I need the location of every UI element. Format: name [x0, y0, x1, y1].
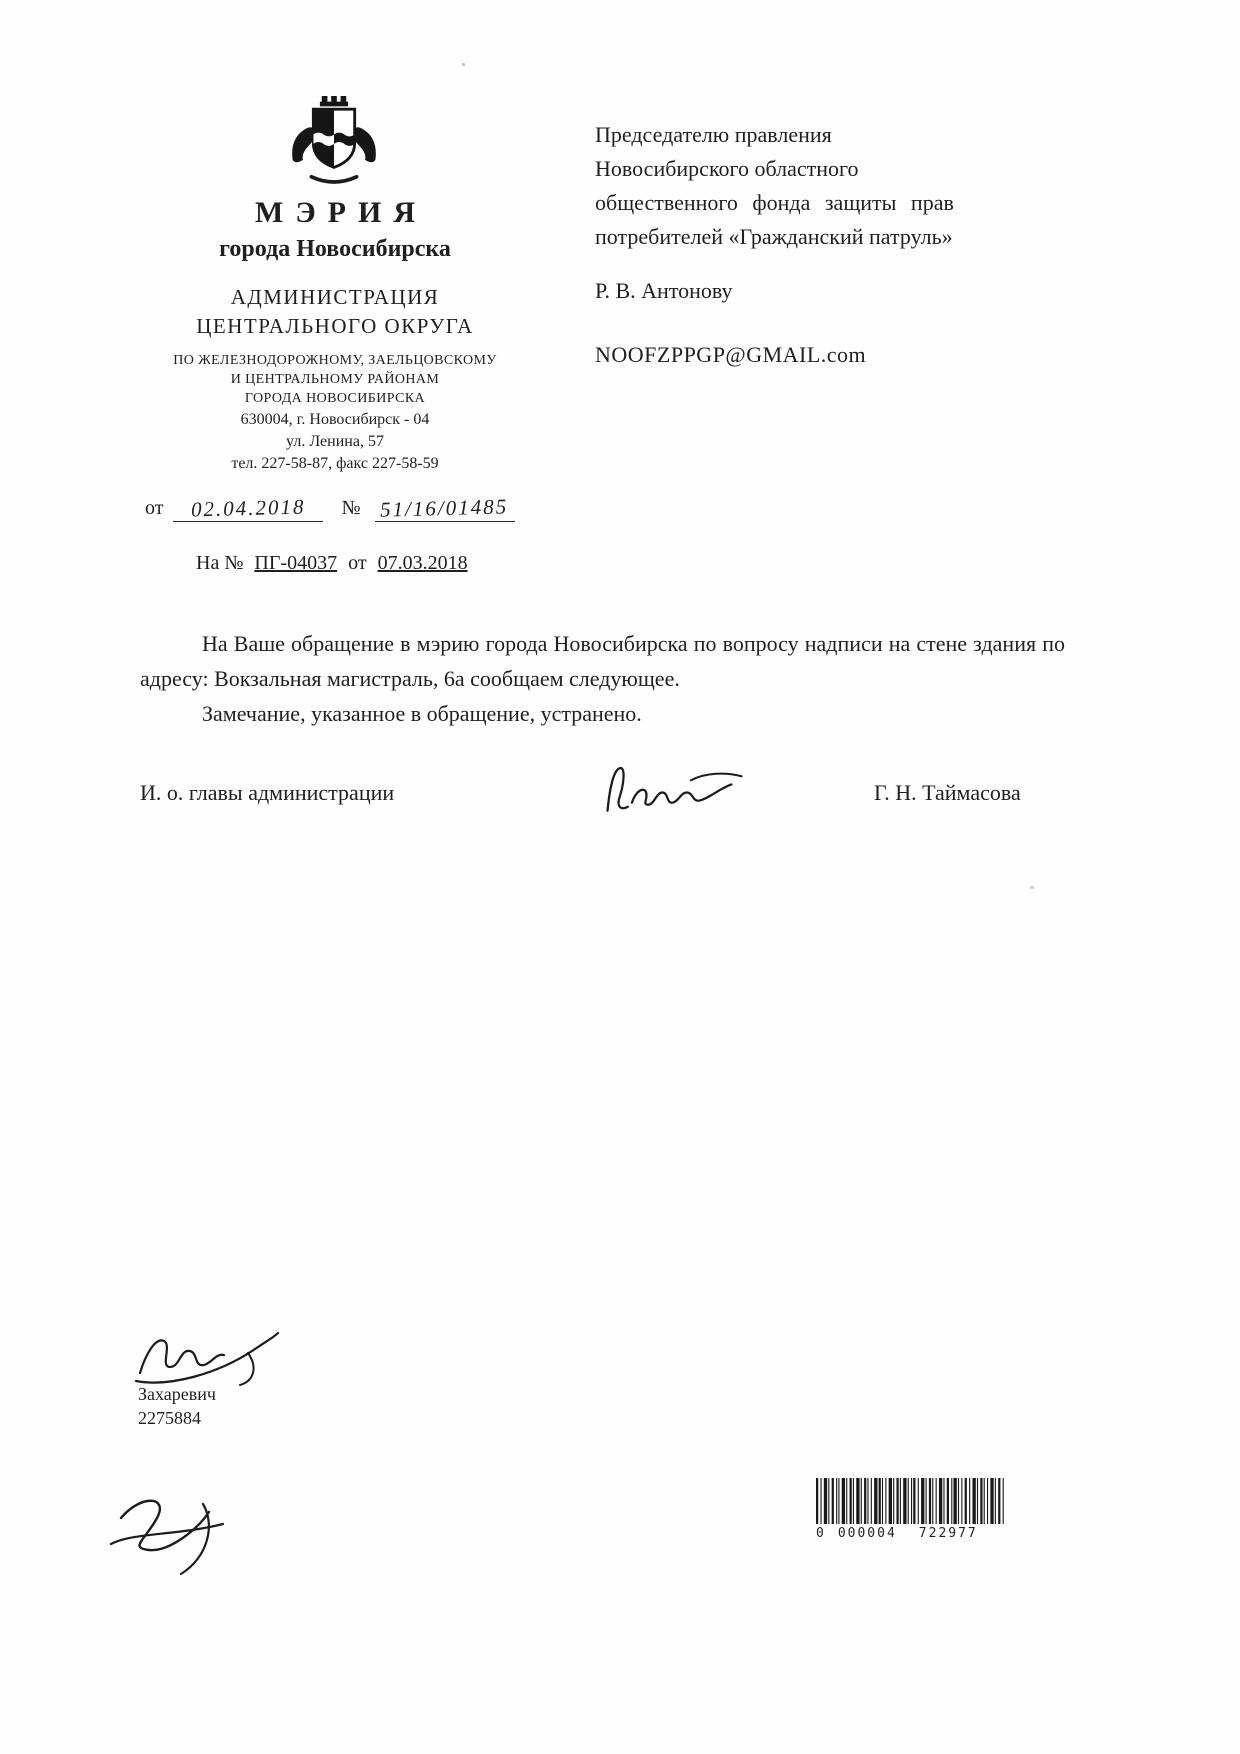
department-line: ЦЕНТРАЛЬНОГО ОКРУГА	[196, 314, 474, 338]
barcode	[816, 1478, 1006, 1541]
recipient-name: Р. В. Антонову	[595, 278, 733, 303]
signer-signature-icon	[588, 758, 753, 824]
handwritten-date: 02.04.2018	[190, 494, 307, 522]
body-paragraph: На Ваше обращение в мэрию города Новосибирска по вопросу надписи на стене здания по адресу: Вокзальная магистраль, 6а сообщаем следующее.	[140, 631, 1065, 691]
novosibirsk-coat-of-arms-icon	[287, 94, 381, 192]
handwritten-number: 51/16/01485	[380, 494, 509, 522]
department-line: АДМИНИСТРАЦИЯ	[230, 285, 440, 309]
sender-detail-line: ул. Ленина, 57	[286, 433, 384, 450]
handwritten-scribble-icon	[104, 1484, 236, 1584]
executor-name: Захаревич	[138, 1384, 216, 1404]
sender-detail-line: ГОРОДА НОВОСИБИРСКА	[244, 391, 426, 406]
sender-detail-line: И ЦЕНТРАЛЬНОМУ РАЙОНАМ	[230, 372, 440, 387]
executor-phone: 2275884	[138, 1408, 201, 1428]
sender-detail-line: ПО ЖЕЛЕЗНОДОРОЖНОМУ, ЗАЕЛЬЦОВСКОМУ	[173, 353, 497, 368]
recipient-address-block	[595, 118, 1035, 254]
letter-body	[140, 626, 1065, 731]
scan-speck	[1030, 886, 1034, 889]
number-label: №	[341, 497, 361, 519]
recipient-email: NOOFZPPGP@GMAIL.com	[595, 342, 867, 367]
sender-detail-line: 630004, г. Новосибирск - 04	[240, 411, 430, 428]
reply-label: На №	[196, 552, 244, 574]
org-subtitle: города Новосибирска	[219, 236, 451, 262]
reply-date-label: от	[348, 552, 367, 574]
signer-name: Г. Н. Таймасова	[874, 780, 1021, 805]
recipient-line: Председателю правления	[595, 122, 832, 147]
org-title: МЭРИЯ	[255, 196, 427, 229]
sender-detail-line: тел. 227-58-87, факс 227-58-59	[231, 455, 439, 472]
reply-date: 07.03.2018	[377, 552, 468, 574]
barcode-bars-icon	[816, 1478, 1006, 1524]
scan-speck	[462, 63, 465, 66]
recipient-line: Новосибирского областного	[595, 156, 859, 181]
outgoing-number-field	[375, 496, 515, 522]
barcode-digits	[816, 1526, 1006, 1541]
barcode-group: 722977	[918, 1526, 978, 1541]
outgoing-date-field	[173, 496, 323, 522]
body-paragraph: Замечание, указанное в обращение, устранено.	[202, 701, 642, 726]
incoming-reference-row	[196, 552, 474, 575]
barcode-prefix-digit: 0	[816, 1526, 824, 1541]
outgoing-reference-row	[145, 496, 575, 522]
recipient-line: потребителей «Гражданский патруль»	[595, 224, 953, 249]
recipient-line: общественного фонда защиты прав	[595, 190, 954, 215]
reply-number: ПГ-04037	[254, 552, 338, 574]
sender-block	[120, 196, 550, 473]
signer-position-title: И. о. главы администрации	[140, 780, 395, 805]
from-label: от	[145, 497, 164, 519]
barcode-group: 000004	[837, 1526, 897, 1541]
